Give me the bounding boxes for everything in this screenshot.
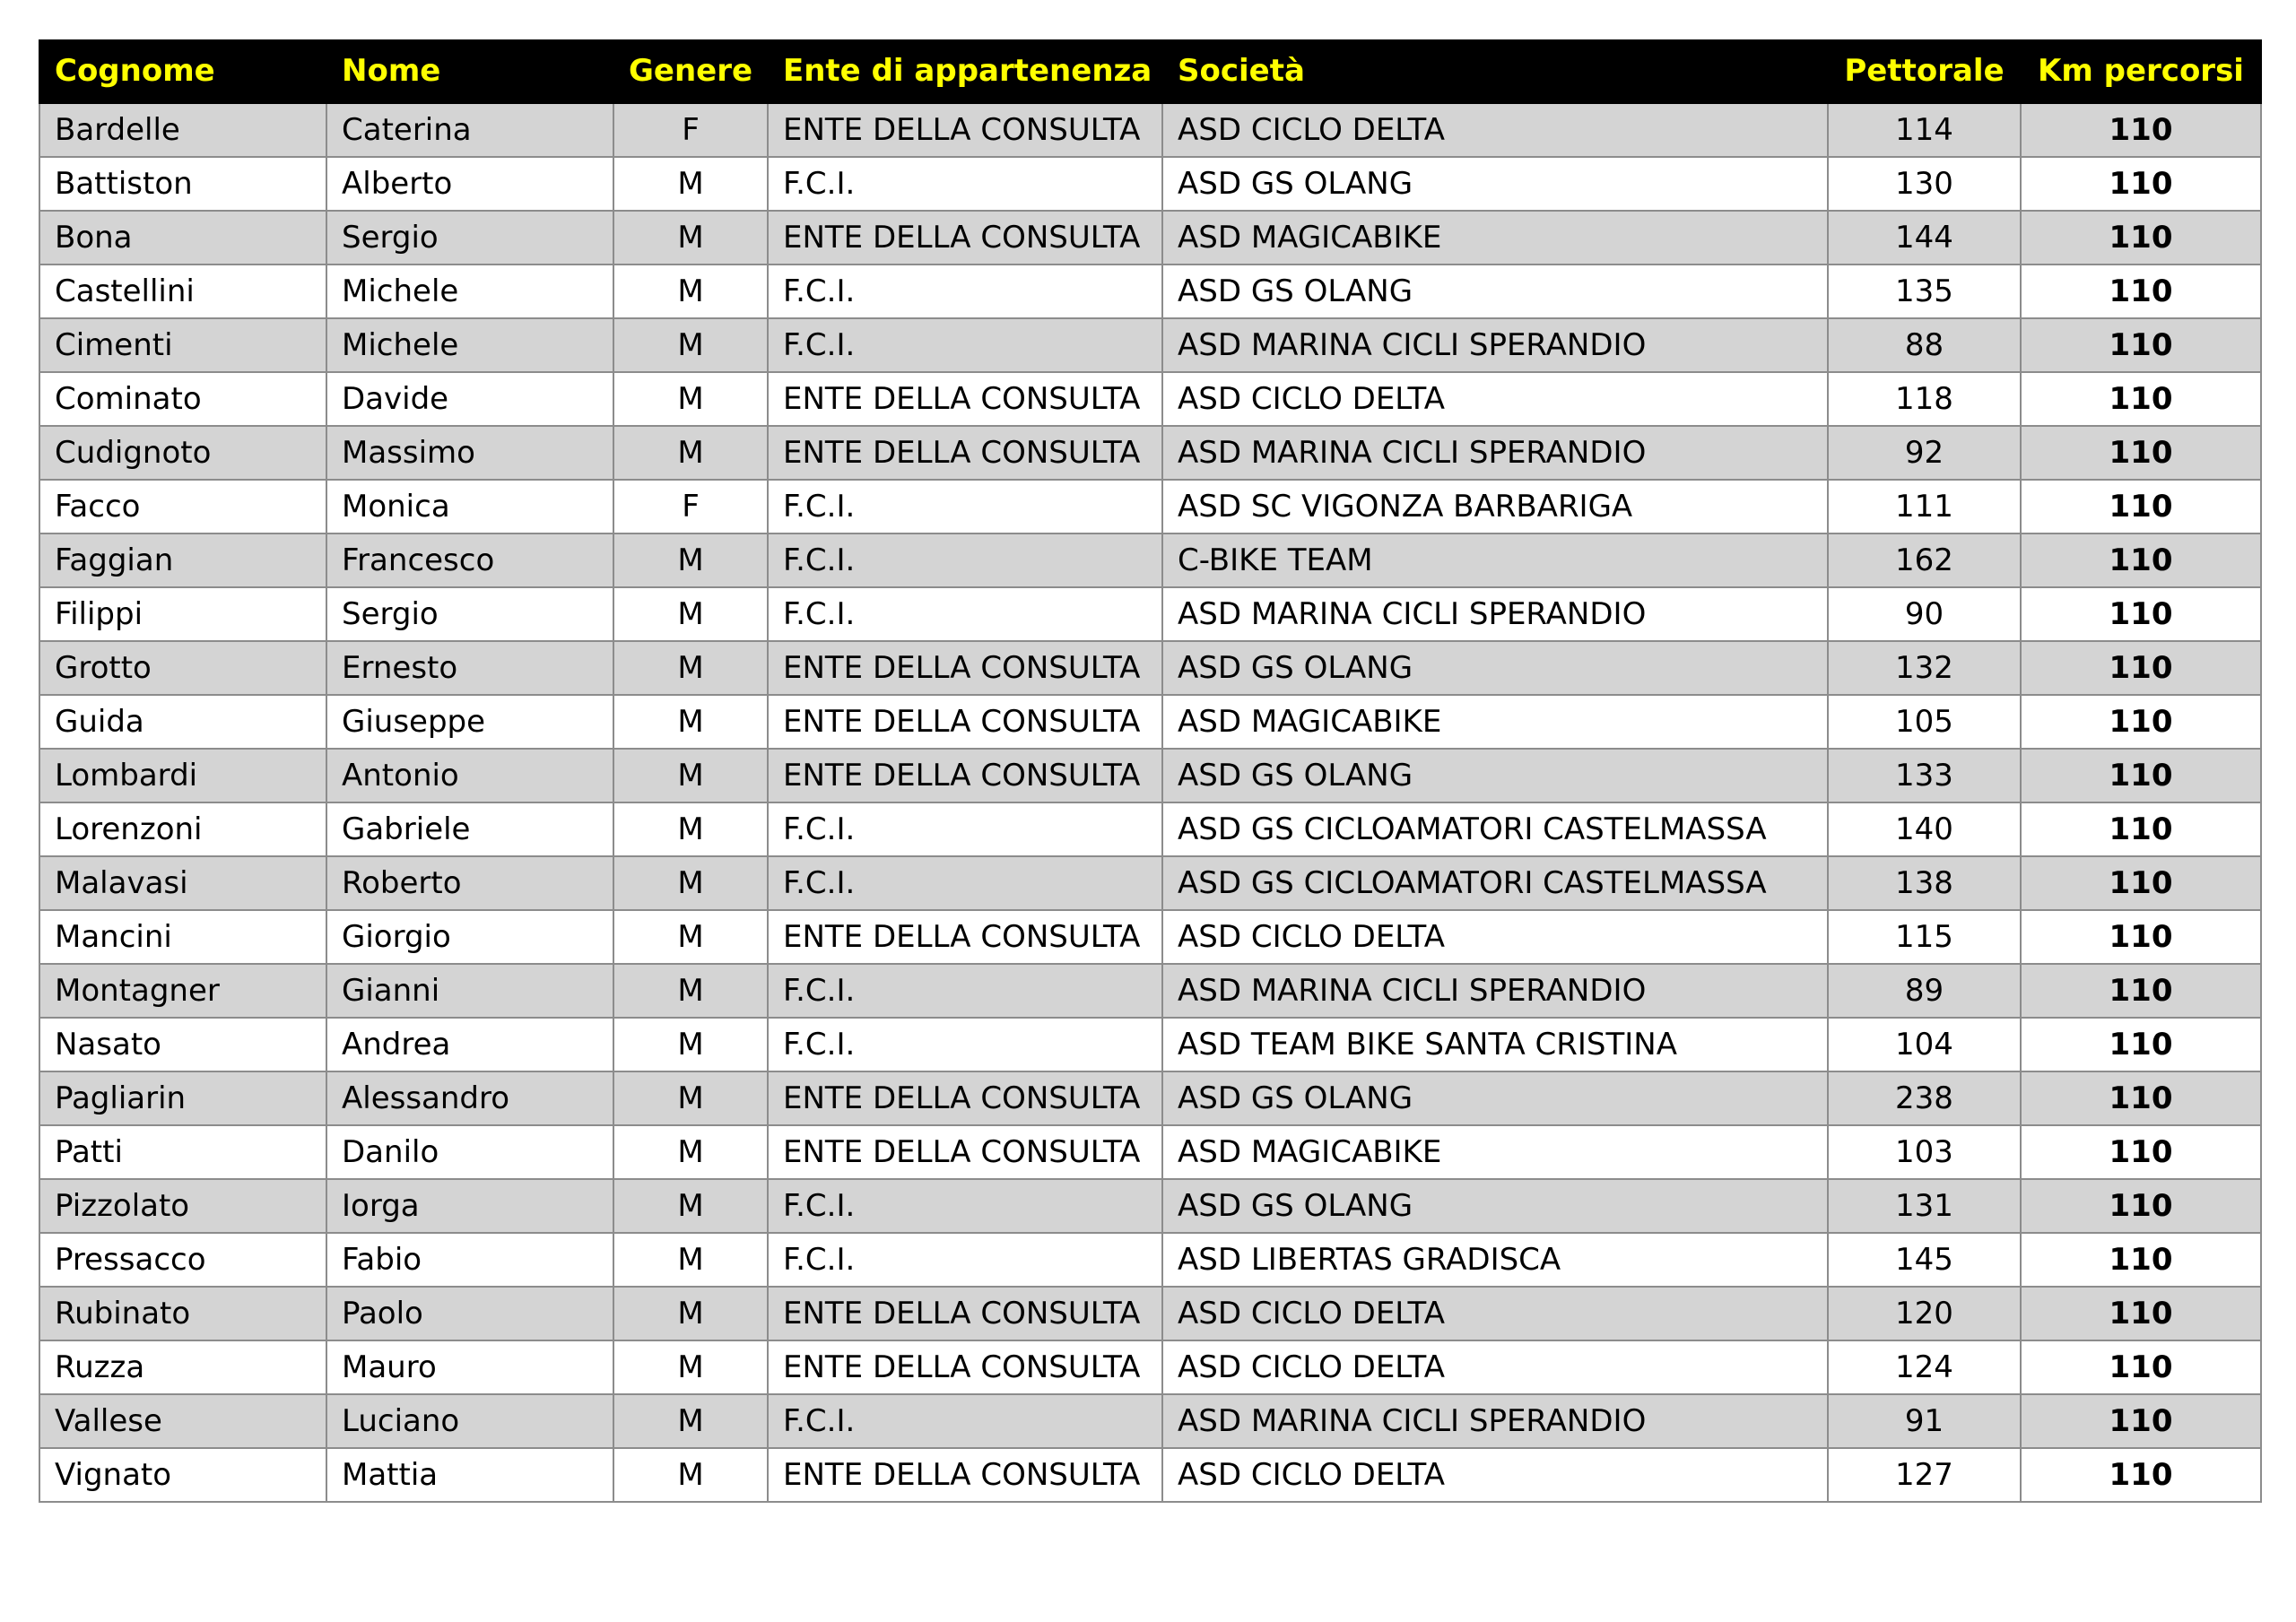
table-row <box>39 211 2261 265</box>
cell-pettorale: 91 <box>1828 1394 2021 1448</box>
cell-genere: M <box>613 1233 768 1287</box>
cell-ente: F.C.I. <box>768 265 1162 318</box>
table-row <box>39 1125 2261 1179</box>
cell-societa: ASD MARINA CICLI SPERANDIO <box>1162 1394 1828 1448</box>
cell-pettorale: 145 <box>1828 1233 2021 1287</box>
cell-km: 110 <box>2021 587 2261 641</box>
table-row <box>39 1071 2261 1125</box>
header-km: Km percorsi <box>2021 40 2261 102</box>
table-row <box>39 265 2261 318</box>
cell-km: 110 <box>2021 910 2261 964</box>
cell-pettorale: 90 <box>1828 587 2021 641</box>
table-row <box>39 1394 2261 1448</box>
cell-ente: ENTE DELLA CONSULTA <box>768 1287 1162 1340</box>
table-row <box>39 695 2261 749</box>
cell-km: 110 <box>2021 1287 2261 1340</box>
cell-societa: ASD MARINA CICLI SPERANDIO <box>1162 318 1828 372</box>
cell-genere: M <box>613 533 768 587</box>
header-row <box>39 40 2261 102</box>
cell-cognome: Malavasi <box>39 856 326 910</box>
cell-societa: ASD GS OLANG <box>1162 265 1828 318</box>
cell-nome: Massimo <box>326 426 613 480</box>
cell-ente: F.C.I. <box>768 157 1162 211</box>
cell-km: 110 <box>2021 1179 2261 1233</box>
cell-ente: ENTE DELLA CONSULTA <box>768 910 1162 964</box>
cell-cognome: Cudignoto <box>39 426 326 480</box>
cell-societa: ASD CICLO DELTA <box>1162 102 1828 157</box>
cell-pettorale: 238 <box>1828 1071 2021 1125</box>
table-row <box>39 856 2261 910</box>
cell-pettorale: 105 <box>1828 695 2021 749</box>
table-row <box>39 587 2261 641</box>
cell-pettorale: 124 <box>1828 1340 2021 1394</box>
cell-societa: ASD MAGICABIKE <box>1162 211 1828 265</box>
cell-ente: F.C.I. <box>768 318 1162 372</box>
cell-genere: M <box>613 1125 768 1179</box>
cell-societa: ASD MAGICABIKE <box>1162 1125 1828 1179</box>
cell-km: 110 <box>2021 1125 2261 1179</box>
cell-cognome: Bona <box>39 211 326 265</box>
cell-ente: F.C.I. <box>768 1394 1162 1448</box>
cell-km: 110 <box>2021 426 2261 480</box>
cell-societa: ASD GS OLANG <box>1162 157 1828 211</box>
table-row <box>39 964 2261 1018</box>
table-header <box>39 40 2261 102</box>
cell-genere: M <box>613 372 768 426</box>
cell-societa: ASD GS OLANG <box>1162 1071 1828 1125</box>
cell-km: 110 <box>2021 102 2261 157</box>
cell-km: 110 <box>2021 211 2261 265</box>
cell-pettorale: 162 <box>1828 533 2021 587</box>
table-row <box>39 372 2261 426</box>
cell-societa: ASD MAGICABIKE <box>1162 695 1828 749</box>
table-row <box>39 641 2261 695</box>
cell-societa: ASD GS OLANG <box>1162 641 1828 695</box>
cell-pettorale: 92 <box>1828 426 2021 480</box>
cell-genere: M <box>613 157 768 211</box>
cell-nome: Roberto <box>326 856 613 910</box>
cell-cognome: Pagliarin <box>39 1071 326 1125</box>
header-genere: Genere <box>613 40 768 102</box>
table-row <box>39 910 2261 964</box>
cell-societa: ASD GS CICLOAMATORI CASTELMASSA <box>1162 856 1828 910</box>
cell-km: 110 <box>2021 856 2261 910</box>
cell-nome: Fabio <box>326 1233 613 1287</box>
cell-km: 110 <box>2021 749 2261 802</box>
cell-cognome: Vallese <box>39 1394 326 1448</box>
table-row <box>39 1340 2261 1394</box>
cell-genere: M <box>613 426 768 480</box>
cell-ente: ENTE DELLA CONSULTA <box>768 641 1162 695</box>
cell-km: 110 <box>2021 265 2261 318</box>
cell-cognome: Pizzolato <box>39 1179 326 1233</box>
cell-ente: ENTE DELLA CONSULTA <box>768 1125 1162 1179</box>
cell-km: 110 <box>2021 318 2261 372</box>
cell-societa: ASD CICLO DELTA <box>1162 1287 1828 1340</box>
cell-nome: Michele <box>326 265 613 318</box>
cell-ente: ENTE DELLA CONSULTA <box>768 695 1162 749</box>
cell-societa: ASD TEAM BIKE SANTA CRISTINA <box>1162 1018 1828 1071</box>
cell-pettorale: 140 <box>1828 802 2021 856</box>
cell-km: 110 <box>2021 1018 2261 1071</box>
cell-pettorale: 135 <box>1828 265 2021 318</box>
cell-km: 110 <box>2021 157 2261 211</box>
cell-societa: ASD GS CICLOAMATORI CASTELMASSA <box>1162 802 1828 856</box>
cell-km: 110 <box>2021 533 2261 587</box>
cell-nome: Davide <box>326 372 613 426</box>
header-ente: Ente di appartenenza <box>768 40 1162 102</box>
cell-nome: Michele <box>326 318 613 372</box>
cell-ente: ENTE DELLA CONSULTA <box>768 102 1162 157</box>
table-row <box>39 749 2261 802</box>
cell-cognome: Battiston <box>39 157 326 211</box>
table-row <box>39 102 2261 157</box>
cell-genere: M <box>613 1287 768 1340</box>
cell-nome: Antonio <box>326 749 613 802</box>
cell-genere: M <box>613 1394 768 1448</box>
cell-genere: M <box>613 1179 768 1233</box>
cell-nome: Sergio <box>326 211 613 265</box>
header-pettorale: Pettorale <box>1828 40 2021 102</box>
cell-cognome: Pressacco <box>39 1233 326 1287</box>
cell-km: 110 <box>2021 964 2261 1018</box>
table-row <box>39 426 2261 480</box>
cell-pettorale: 138 <box>1828 856 2021 910</box>
cell-nome: Gabriele <box>326 802 613 856</box>
cell-genere: M <box>613 695 768 749</box>
cell-cognome: Cominato <box>39 372 326 426</box>
cell-nome: Caterina <box>326 102 613 157</box>
cell-pettorale: 89 <box>1828 964 2021 1018</box>
cell-ente: F.C.I. <box>768 802 1162 856</box>
cell-genere: M <box>613 641 768 695</box>
cell-km: 110 <box>2021 1071 2261 1125</box>
table-row <box>39 318 2261 372</box>
cell-km: 110 <box>2021 1233 2261 1287</box>
cell-km: 110 <box>2021 372 2261 426</box>
cell-nome: Paolo <box>326 1287 613 1340</box>
cell-nome: Andrea <box>326 1018 613 1071</box>
table-body <box>39 102 2261 1502</box>
cell-cognome: Grotto <box>39 641 326 695</box>
cell-genere: F <box>613 102 768 157</box>
cell-cognome: Vignato <box>39 1448 326 1502</box>
cell-ente: F.C.I. <box>768 480 1162 533</box>
cell-nome: Giorgio <box>326 910 613 964</box>
cell-genere: M <box>613 265 768 318</box>
cell-km: 110 <box>2021 1448 2261 1502</box>
cell-ente: ENTE DELLA CONSULTA <box>768 426 1162 480</box>
cell-societa: ASD MARINA CICLI SPERANDIO <box>1162 964 1828 1018</box>
cell-cognome: Castellini <box>39 265 326 318</box>
cell-km: 110 <box>2021 695 2261 749</box>
cell-societa: ASD GS OLANG <box>1162 749 1828 802</box>
cell-societa: ASD CICLO DELTA <box>1162 372 1828 426</box>
cell-nome: Alberto <box>326 157 613 211</box>
cell-ente: ENTE DELLA CONSULTA <box>768 1448 1162 1502</box>
cell-cognome: Patti <box>39 1125 326 1179</box>
cell-societa: ASD CICLO DELTA <box>1162 1340 1828 1394</box>
cell-ente: ENTE DELLA CONSULTA <box>768 749 1162 802</box>
cell-pettorale: 133 <box>1828 749 2021 802</box>
cell-genere: M <box>613 749 768 802</box>
table-row <box>39 1287 2261 1340</box>
cell-cognome: Lombardi <box>39 749 326 802</box>
cell-ente: F.C.I. <box>768 1233 1162 1287</box>
cell-genere: M <box>613 1071 768 1125</box>
table-row <box>39 157 2261 211</box>
cell-genere: M <box>613 211 768 265</box>
cell-cognome: Lorenzoni <box>39 802 326 856</box>
cell-nome: Danilo <box>326 1125 613 1179</box>
cell-cognome: Montagner <box>39 964 326 1018</box>
cell-km: 110 <box>2021 480 2261 533</box>
cell-nome: Mattia <box>326 1448 613 1502</box>
cell-pettorale: 118 <box>1828 372 2021 426</box>
cell-ente: ENTE DELLA CONSULTA <box>768 372 1162 426</box>
cell-pettorale: 88 <box>1828 318 2021 372</box>
results-table <box>39 39 2262 1503</box>
header-cognome: Cognome <box>39 40 326 102</box>
cell-km: 110 <box>2021 1340 2261 1394</box>
cell-ente: F.C.I. <box>768 1018 1162 1071</box>
cell-societa: C-BIKE TEAM <box>1162 533 1828 587</box>
cell-pettorale: 144 <box>1828 211 2021 265</box>
cell-genere: F <box>613 480 768 533</box>
cell-cognome: Rubinato <box>39 1287 326 1340</box>
cell-pettorale: 114 <box>1828 102 2021 157</box>
cell-cognome: Filippi <box>39 587 326 641</box>
cell-genere: M <box>613 964 768 1018</box>
cell-societa: ASD CICLO DELTA <box>1162 910 1828 964</box>
cell-km: 110 <box>2021 641 2261 695</box>
cell-genere: M <box>613 1340 768 1394</box>
cell-km: 110 <box>2021 1394 2261 1448</box>
cell-genere: M <box>613 318 768 372</box>
cell-ente: F.C.I. <box>768 964 1162 1018</box>
cell-pettorale: 115 <box>1828 910 2021 964</box>
cell-nome: Giuseppe <box>326 695 613 749</box>
cell-genere: M <box>613 856 768 910</box>
cell-ente: ENTE DELLA CONSULTA <box>768 1340 1162 1394</box>
cell-pettorale: 127 <box>1828 1448 2021 1502</box>
cell-ente: F.C.I. <box>768 533 1162 587</box>
cell-nome: Iorga <box>326 1179 613 1233</box>
cell-nome: Sergio <box>326 587 613 641</box>
cell-genere: M <box>613 910 768 964</box>
cell-cognome: Mancini <box>39 910 326 964</box>
cell-genere: M <box>613 802 768 856</box>
cell-pettorale: 104 <box>1828 1018 2021 1071</box>
cell-nome: Alessandro <box>326 1071 613 1125</box>
cell-societa: ASD SC VIGONZA BARBARIGA <box>1162 480 1828 533</box>
cell-genere: M <box>613 587 768 641</box>
cell-genere: M <box>613 1448 768 1502</box>
cell-nome: Gianni <box>326 964 613 1018</box>
cell-cognome: Faggian <box>39 533 326 587</box>
cell-cognome: Facco <box>39 480 326 533</box>
cell-cognome: Ruzza <box>39 1340 326 1394</box>
table-row <box>39 802 2261 856</box>
cell-nome: Monica <box>326 480 613 533</box>
header-societa: Società <box>1162 40 1828 102</box>
header-nome: Nome <box>326 40 613 102</box>
cell-societa: ASD CICLO DELTA <box>1162 1448 1828 1502</box>
table-row <box>39 1018 2261 1071</box>
cell-societa: ASD GS OLANG <box>1162 1179 1828 1233</box>
table-row <box>39 480 2261 533</box>
cell-genere: M <box>613 1018 768 1071</box>
table-row <box>39 1179 2261 1233</box>
cell-pettorale: 103 <box>1828 1125 2021 1179</box>
cell-nome: Ernesto <box>326 641 613 695</box>
table-row <box>39 1233 2261 1287</box>
cell-pettorale: 132 <box>1828 641 2021 695</box>
cell-societa: ASD MARINA CICLI SPERANDIO <box>1162 426 1828 480</box>
cell-ente: F.C.I. <box>768 587 1162 641</box>
cell-nome: Mauro <box>326 1340 613 1394</box>
cell-pettorale: 111 <box>1828 480 2021 533</box>
cell-nome: Francesco <box>326 533 613 587</box>
table-row <box>39 1448 2261 1502</box>
cell-cognome: Guida <box>39 695 326 749</box>
cell-ente: ENTE DELLA CONSULTA <box>768 1071 1162 1125</box>
table-row <box>39 533 2261 587</box>
cell-pettorale: 131 <box>1828 1179 2021 1233</box>
cell-pettorale: 120 <box>1828 1287 2021 1340</box>
cell-cognome: Cimenti <box>39 318 326 372</box>
cell-nome: Luciano <box>326 1394 613 1448</box>
cell-ente: F.C.I. <box>768 856 1162 910</box>
cell-cognome: Nasato <box>39 1018 326 1071</box>
cell-societa: ASD LIBERTAS GRADISCA <box>1162 1233 1828 1287</box>
cell-pettorale: 130 <box>1828 157 2021 211</box>
cell-ente: ENTE DELLA CONSULTA <box>768 211 1162 265</box>
cell-cognome: Bardelle <box>39 102 326 157</box>
cell-km: 110 <box>2021 802 2261 856</box>
cell-societa: ASD MARINA CICLI SPERANDIO <box>1162 587 1828 641</box>
cell-ente: F.C.I. <box>768 1179 1162 1233</box>
